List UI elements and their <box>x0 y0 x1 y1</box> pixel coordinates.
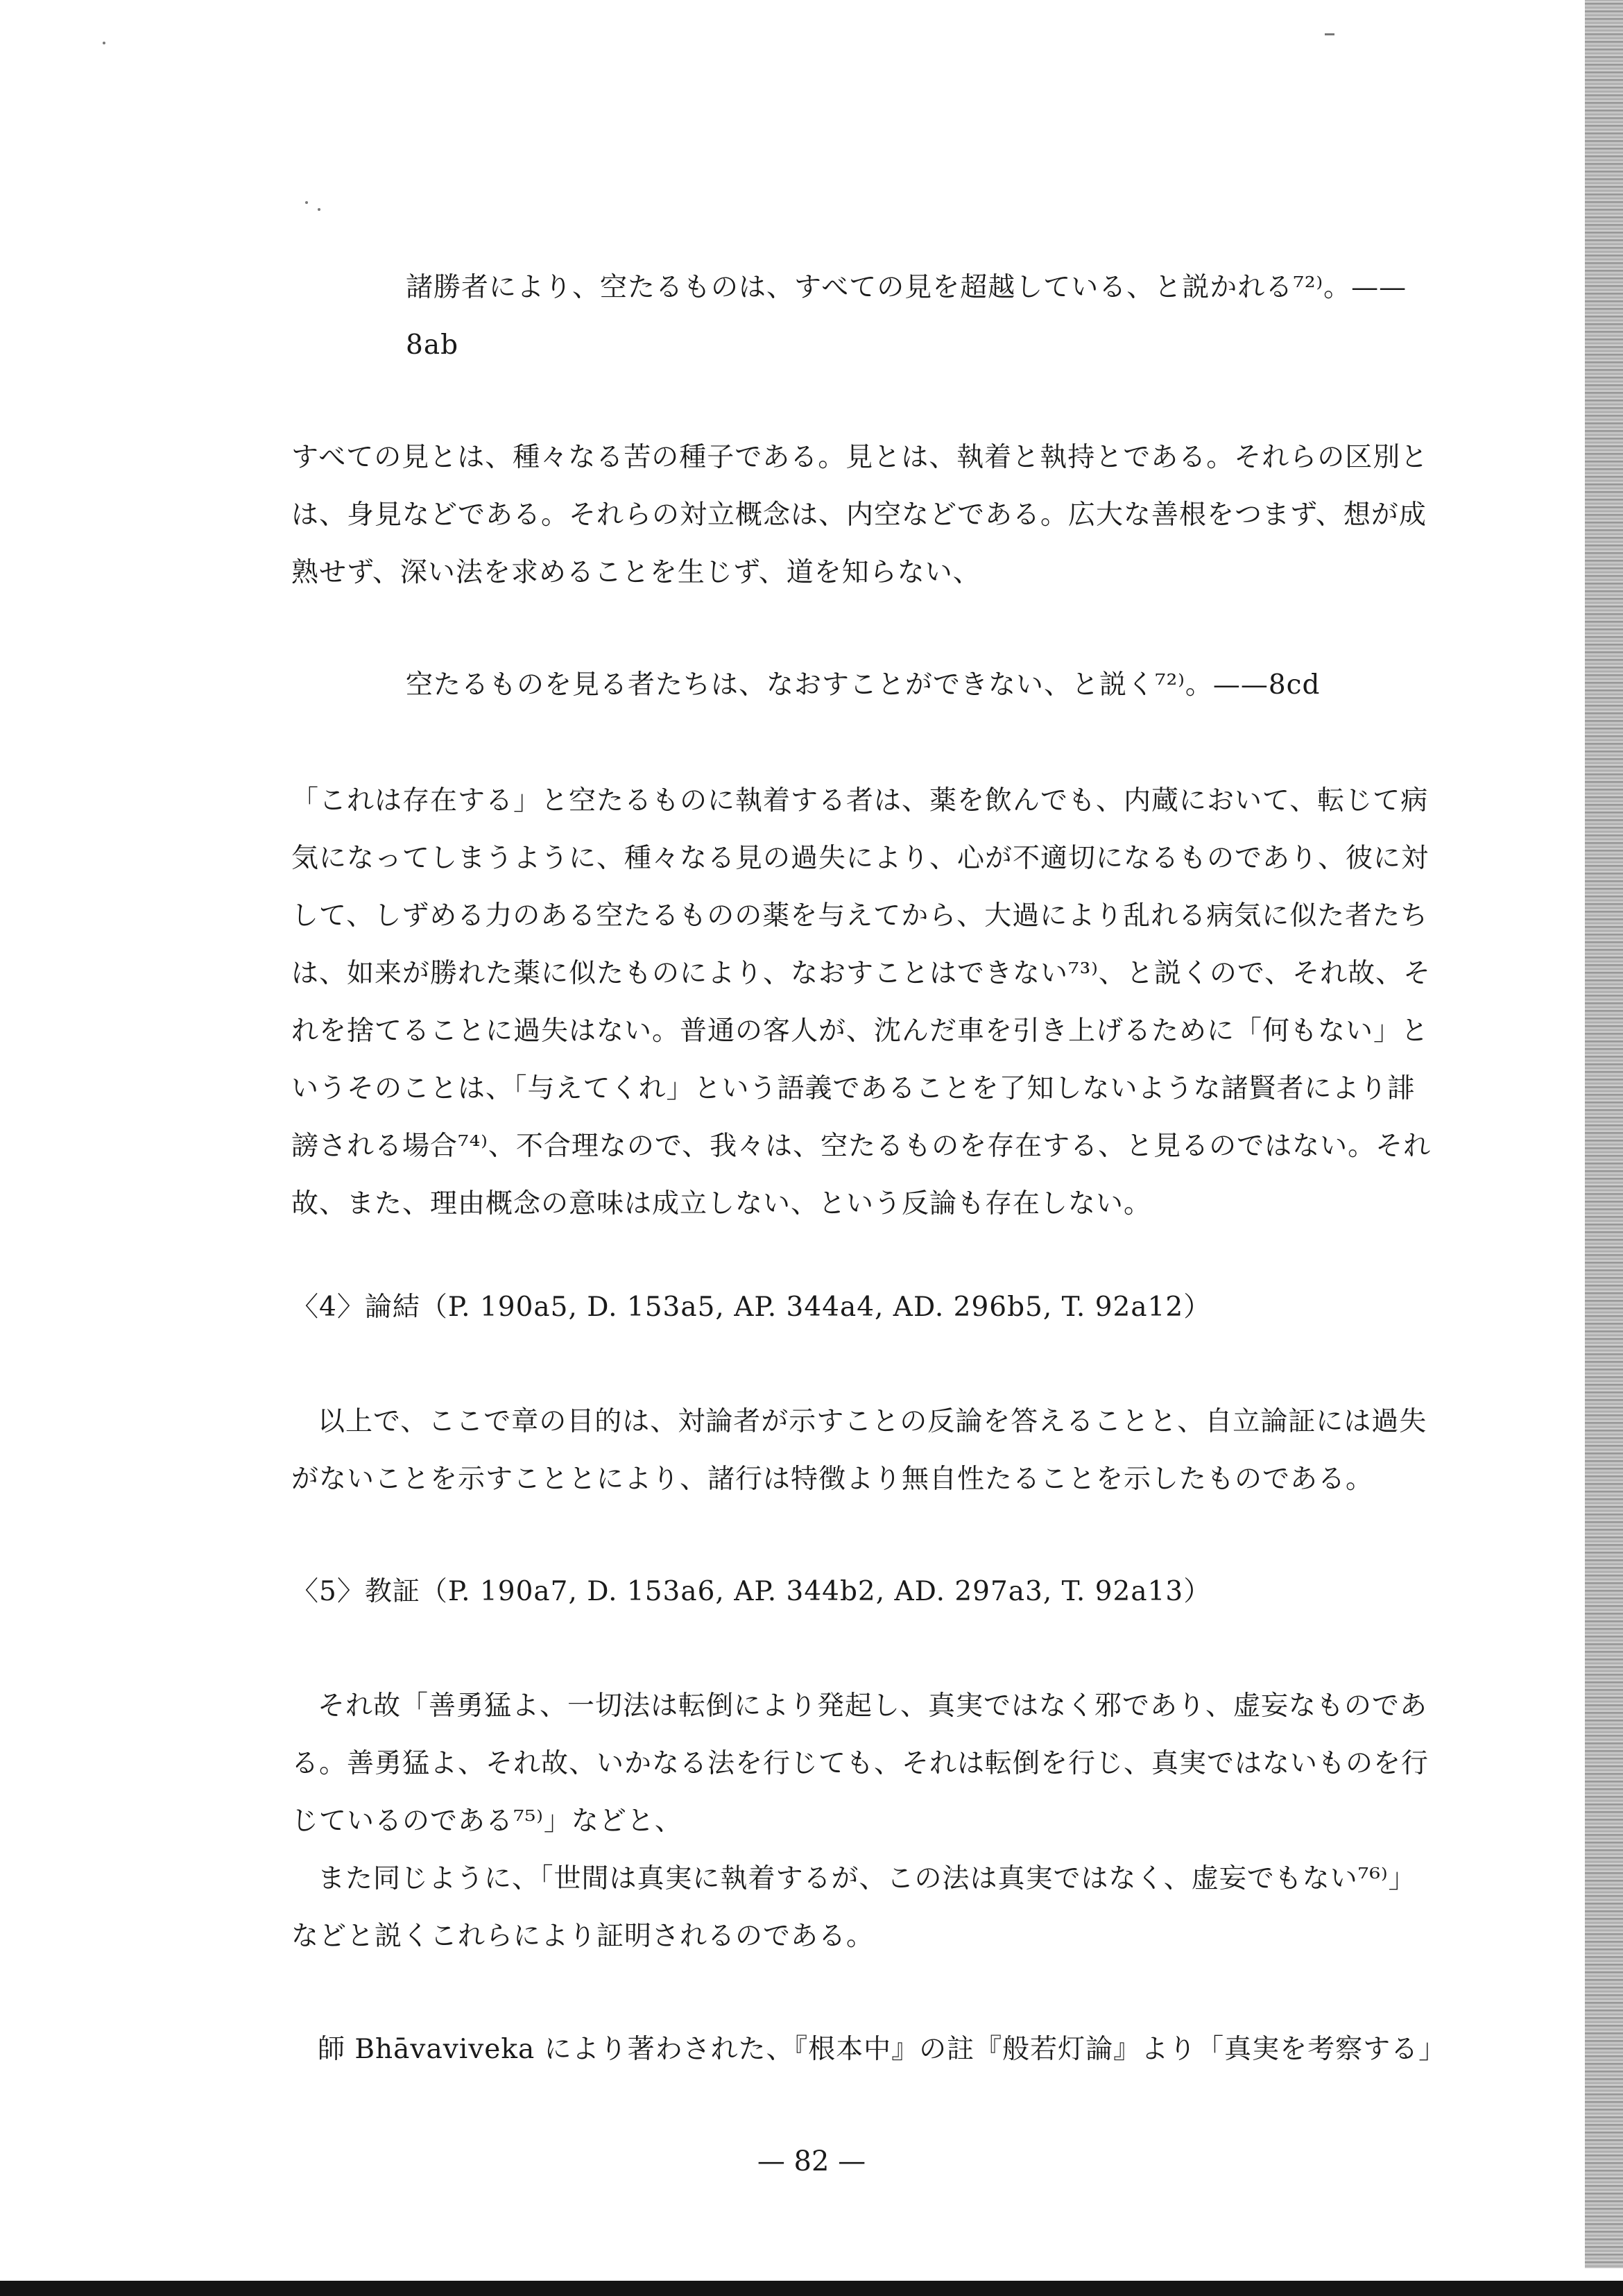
paragraph-line: 熟せず、深い法を求めることを生じず、道を知らない、 <box>291 557 981 588</box>
paragraph-line: また同じように、「世間は真実に執着するが、この法は真実ではなく、虚妄でもない⁷⁶⁾」 <box>318 1863 1416 1894</box>
paragraph-line: 故、また、理由概念の意味は成立しない、という反論も存在しない。 <box>291 1188 1152 1219</box>
paragraph-line: などと説くこれらにより証明されるのである。 <box>291 1921 875 1952</box>
paragraph-line: 気になってしまうように、種々なる見の過失により、心が不適切になるものであり、彼に対 <box>291 843 1429 874</box>
scan-bottom-edge <box>0 2281 1623 2296</box>
paragraph-line: る。善勇猛よ、それ故、いかなる法を行じても、それは転倒を行じ、真実ではないものを行 <box>291 1748 1429 1779</box>
scan-speck <box>305 201 308 204</box>
scan-edge-shadow <box>1585 0 1623 2268</box>
paragraph-line: れを捨てることに過失はない。普通の客人が、沈んだ車を引き上げるために「何もない」と <box>291 1016 1429 1047</box>
page-number: — 82 — <box>757 2145 866 2177</box>
scan-speck <box>103 42 105 44</box>
scan-speck <box>1325 33 1334 35</box>
paragraph-line: すべての見とは、種々なる苦の種子である。見とは、執着と執持とである。それらの区別と <box>291 442 1429 473</box>
paragraph-line: は、身見などである。それらの対立概念は、内空などである。広大な善根をつまず、想が成 <box>291 499 1427 531</box>
paragraph-line: 「これは存在する」と空たるものに執着する者は、薬を飲んでも、内蔵において、転じて病 <box>291 785 1429 816</box>
section-heading-5: 〈5〉教証（P. 190a7, D. 153a6, AP. 344b2, AD. 297a3, T. 92a13） <box>291 1576 1212 1607</box>
paragraph-line: 謗される場合⁷⁴⁾、不合理なので、我々は、空たるものを存在する、と見るのではない。それ <box>291 1131 1432 1162</box>
section-heading-4: 〈4〉論結（P. 190a5, D. 153a5, AP. 344a4, AD. 296b5, T. 92a12） <box>291 1292 1212 1323</box>
scan-speck <box>318 208 320 211</box>
verse-8ab-label: 8ab <box>406 329 459 361</box>
paragraph-line: いうそのことは、「与えてくれ」という語義であることを了知しないような諸賢者により誹 <box>291 1073 1416 1104</box>
paragraph-line: して、しずめる力のある空たるものの薬を与えてから、大過により乱れる病気に似た者たち <box>291 900 1429 932</box>
paragraph-line: 師 Bhāvaviveka により著わされた、『根本中』の註『般若灯論』より「真実を考察する」 <box>318 2034 1447 2065</box>
paragraph-line: じているのである⁷⁵⁾」などと、 <box>291 1806 682 1837</box>
paragraph-line: は、如来が勝れた薬に似たものにより、なおすことはできない⁷³⁾、と説くので、それ故、そ <box>291 958 1432 989</box>
paragraph-line: それ故「善勇猛よ、一切法は転倒により発起し、真実ではなく邪であり、虚妄なものであ <box>318 1690 1428 1722</box>
paragraph-line: がないことを示すこととにより、諸行は特徴より無自性たることを示したものである。 <box>291 1464 1374 1495</box>
verse-8ab-line: 諸勝者により、空たるものは、すべての見を超越している、と説かれる⁷²⁾。—— <box>406 272 1407 303</box>
paragraph-line: 以上で、ここで章の目的は、対論者が示すことの反論を答えることと、自立論証には過失 <box>318 1406 1427 1437</box>
verse-8cd-line: 空たるものを見る者たちは、なおすことができない、と説く⁷²⁾。——8cd <box>406 669 1321 701</box>
